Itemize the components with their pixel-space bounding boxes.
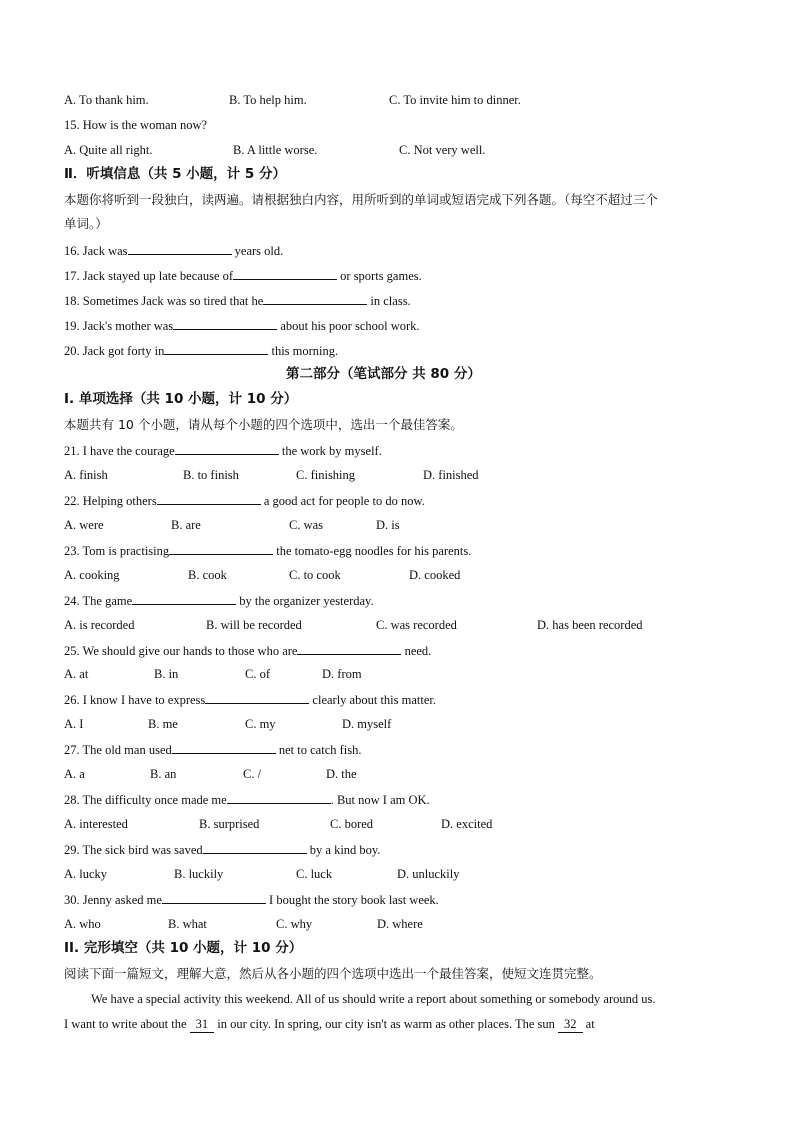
q24-blank[interactable] xyxy=(132,592,236,605)
q30-blank[interactable] xyxy=(162,891,266,904)
q23-option-b: B. cook xyxy=(188,568,227,582)
q27-option-a: A. a xyxy=(64,767,85,781)
q24-option-d: D. has been recorded xyxy=(537,618,643,632)
q23-text-after: the tomato-egg noodles for his parents. xyxy=(276,544,472,558)
q16-text-before: 16. Jack was xyxy=(64,244,128,258)
q30 xyxy=(64,891,439,908)
q27-option-d: D. the xyxy=(326,767,357,781)
q23-option-a: A. cooking xyxy=(64,568,120,582)
q17 xyxy=(64,267,422,284)
q29-text-before: 29. The sick bird was saved xyxy=(64,843,203,857)
section-instructions-cont: 单词。） xyxy=(64,216,108,231)
section-instructions: 本题你将听到一段独白，读两遍。请根据独白内容，用所听到的单词或短语完成下列各题。（每空不超过三个 xyxy=(64,192,658,207)
q18-text-before: 18. Sometimes Jack was so tired that he xyxy=(64,294,264,308)
q30-text-before: 30. Jenny asked me xyxy=(64,893,162,907)
q26-option-d: D. myself xyxy=(342,717,392,731)
q25-option-d: D. from xyxy=(322,667,362,681)
q17-text-before: 17. Jack stayed up late because of xyxy=(64,269,234,283)
part-two-heading: 第二部分（笔试部分 共 80 分） xyxy=(286,366,481,382)
q26-text-before: 26. I know I have to express xyxy=(64,693,206,707)
q15-stem: 15. How is the woman now? xyxy=(64,118,208,132)
q21-option-b: B. to finish xyxy=(183,468,239,482)
q22 xyxy=(64,492,425,509)
q21-option-d: D. finished xyxy=(423,468,479,482)
q25-blank[interactable] xyxy=(297,642,401,655)
q30-option-d: D. where xyxy=(377,917,423,931)
q29-option-b: B. luckily xyxy=(174,867,224,881)
q23 xyxy=(64,542,471,559)
q22-option-b: B. are xyxy=(171,518,201,532)
q22-option-d: D. is xyxy=(376,518,400,532)
q29-option-d: D. unluckily xyxy=(397,867,460,881)
q23-text-before: 23. Tom is practising xyxy=(64,544,170,558)
q28-blank[interactable] xyxy=(227,791,331,804)
q16-text-after: years old. xyxy=(234,244,284,258)
q25-option-b: B. in xyxy=(154,667,179,681)
q29-option-a: A. lucky xyxy=(64,867,108,881)
q18 xyxy=(64,292,411,309)
q23-option-d: D. cooked xyxy=(409,568,461,582)
q19-blank[interactable] xyxy=(173,317,277,330)
q23-option-c: C. to cook xyxy=(289,568,341,582)
section-heading-listening-fill: Ⅱ．听填信息（共 5 小题，计 5 分） xyxy=(64,166,286,182)
q21-option-c: C. finishing xyxy=(296,468,356,482)
q27-text-after: net to catch fish. xyxy=(278,743,362,757)
q16 xyxy=(64,242,283,259)
q27-option-b: B. an xyxy=(150,767,177,781)
q29-blank[interactable] xyxy=(203,841,307,854)
q28-option-d: D. excited xyxy=(441,817,493,831)
q27 xyxy=(64,741,362,758)
cloze-text-c: at xyxy=(585,1017,595,1031)
q28 xyxy=(64,791,430,808)
cloze-blank-31[interactable]: 31 xyxy=(190,1016,215,1033)
q15-option-c: C. Not very well. xyxy=(399,143,486,157)
q28-option-b: B. surprised xyxy=(199,817,260,831)
q21-option-a: A. finish xyxy=(64,468,108,482)
q17-text-after: or sports games. xyxy=(340,269,422,283)
q17-blank[interactable] xyxy=(233,267,337,280)
q22-option-a: A. were xyxy=(64,518,104,532)
q24 xyxy=(64,592,374,609)
q14-option-a: A. To thank him. xyxy=(64,93,149,107)
q24-option-b: B. will be recorded xyxy=(206,618,302,632)
q24-text-before: 24. The game xyxy=(64,594,133,608)
q26-option-b: B. me xyxy=(148,717,178,731)
q27-blank[interactable] xyxy=(172,741,276,754)
q23-blank[interactable] xyxy=(169,542,273,555)
q15-option-b: B. A little worse. xyxy=(233,143,318,157)
cloze-passage-line-1: We have a special activity this weekend. All of us should write a report about something or somebody around us. xyxy=(91,992,656,1006)
single-choice-instructions: 本题共有 10 个小题，请从每个小题的四个选项中，选出一个最佳答案。 xyxy=(64,417,463,432)
cloze-passage-line-2 xyxy=(64,1016,595,1033)
q30-text-after: I bought the story book last week. xyxy=(269,893,439,907)
q18-text-after: in class. xyxy=(370,294,411,308)
q19-text-before: 19. Jack's mother was xyxy=(64,319,174,333)
q21-blank[interactable] xyxy=(175,442,279,455)
q29-text-after: by a kind boy. xyxy=(309,843,381,857)
q24-option-a: A. is recorded xyxy=(64,618,135,632)
q19-text-after: about his poor school work. xyxy=(280,319,420,333)
q24-text-after: by the organizer yesterday. xyxy=(239,594,374,608)
cloze-instructions: 阅读下面一篇短文，理解大意，然后从各小题的四个选项中选出一个最佳答案，使短文连贯完整。 xyxy=(64,966,602,981)
q30-option-b: B. what xyxy=(168,917,207,931)
q28-option-c: C. bored xyxy=(330,817,374,831)
q20 xyxy=(64,342,338,359)
q25-text-after: need. xyxy=(404,644,432,658)
q26-text-after: clearly about this matter. xyxy=(312,693,436,707)
q21-text-before: 21. I have the courage xyxy=(64,444,175,458)
q25-option-a: A. at xyxy=(64,667,89,681)
q20-blank[interactable] xyxy=(164,342,268,355)
q27-text-before: 27. The old man used xyxy=(64,743,172,757)
q29 xyxy=(64,841,380,858)
q25 xyxy=(64,642,431,659)
q30-option-a: A. who xyxy=(64,917,101,931)
q30-option-c: C. why xyxy=(276,917,313,931)
q26 xyxy=(64,691,436,708)
q14-option-b: B. To help him. xyxy=(229,93,307,107)
section-heading-cloze: II. 完形填空（共 10 小题，计 10 分） xyxy=(64,940,303,956)
q25-text-before: 25. We should give our hands to those who are xyxy=(64,644,298,658)
section-heading-single-choice: I. 单项选择（共 10 小题，计 10 分） xyxy=(64,391,298,407)
q28-option-a: A. interested xyxy=(64,817,128,831)
q20-text-after: this morning. xyxy=(271,344,339,358)
q26-option-a: A. I xyxy=(64,717,84,731)
cloze-text-b: in our city. In spring, our city isn't as warm as other places. The sun xyxy=(217,1017,555,1031)
cloze-blank-32[interactable]: 32 xyxy=(558,1016,583,1033)
q25-option-c: C. of xyxy=(245,667,270,681)
q26-option-c: C. my xyxy=(245,717,276,731)
q24-option-c: C. was recorded xyxy=(376,618,457,632)
q14-option-c: C. To invite him to dinner. xyxy=(389,93,521,107)
q28-text-after: . But now I am OK. xyxy=(330,793,430,807)
q29-option-c: C. luck xyxy=(296,867,333,881)
q21-text-after: the work by myself. xyxy=(281,444,382,458)
q19 xyxy=(64,317,420,334)
q22-text-before: 22. Helping others xyxy=(64,494,157,508)
q20-text-before: 20. Jack got forty in xyxy=(64,344,165,358)
q22-blank[interactable] xyxy=(157,492,261,505)
q22-option-c: C. was xyxy=(289,518,324,532)
q22-text-after: a good act for people to do now. xyxy=(263,494,425,508)
q15-option-a: A. Quite all right. xyxy=(64,143,153,157)
q27-option-c: C. / xyxy=(243,767,262,781)
q28-text-before: 28. The difficulty once made me xyxy=(64,793,227,807)
q21 xyxy=(64,442,382,459)
q18-blank[interactable] xyxy=(263,292,367,305)
cloze-text-a: I want to write about the xyxy=(64,1017,187,1031)
q26-blank[interactable] xyxy=(205,691,309,704)
q16-blank[interactable] xyxy=(128,242,232,255)
